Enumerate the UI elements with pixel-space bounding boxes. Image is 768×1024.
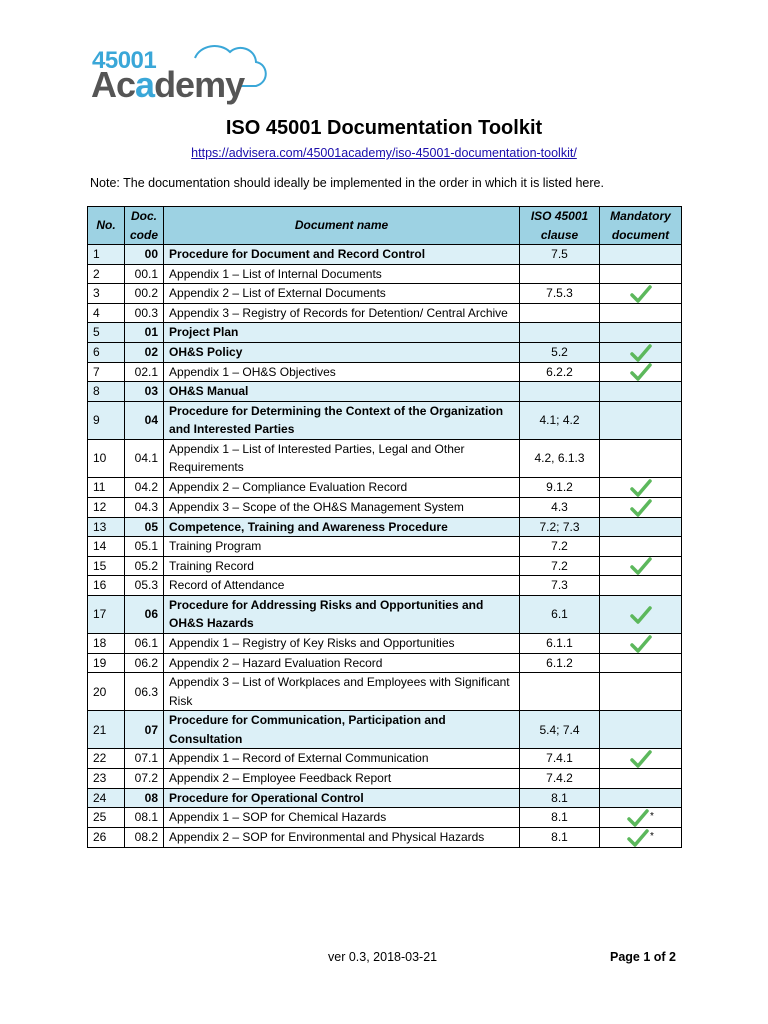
mandatory-cell — [600, 673, 682, 711]
documents-table — [87, 206, 682, 848]
table-header-row — [88, 207, 682, 245]
mandatory-cell — [600, 808, 682, 828]
doc-name: Procedure for Addressing Risks and Opportunities and OH&S Hazards — [164, 595, 520, 633]
mandatory-cell — [600, 303, 682, 323]
mandatory-cell — [600, 749, 682, 769]
table-row — [88, 264, 682, 284]
doc-name: Record of Attendance — [164, 576, 520, 596]
checkmark-icon — [630, 559, 652, 573]
doc-name: Appendix 1 – List of Interested Parties, Legal and Other Requirements — [164, 439, 520, 477]
doc-code: 04 — [125, 401, 164, 439]
table-row — [88, 323, 682, 343]
page-title: ISO 45001 Documentation Toolkit — [225, 117, 543, 139]
table-row — [88, 808, 682, 828]
doc-code: 06.3 — [125, 673, 164, 711]
doc-name: Appendix 2 – Employee Feedback Report — [164, 769, 520, 789]
footer-version: ver 0.3, 2018-03-21 — [328, 950, 438, 964]
checkmark-icon — [630, 345, 652, 359]
table-row — [88, 673, 682, 711]
header-clause: ISO 45001 clause — [520, 207, 600, 245]
row-number: 19 — [88, 653, 125, 673]
table-row — [88, 749, 682, 769]
row-number: 14 — [88, 537, 125, 557]
checkmark-icon — [630, 607, 652, 621]
iso-clause: 7.5.3 — [520, 284, 600, 304]
doc-code: 08.2 — [125, 827, 164, 847]
note-text: Note: The documentation should ideally be implemented in the order in which it is listed here. — [90, 176, 604, 190]
row-number: 2 — [88, 264, 125, 284]
doc-code: 03 — [125, 382, 164, 402]
doc-code: 05.2 — [125, 556, 164, 576]
doc-code: 07.1 — [125, 749, 164, 769]
doc-code: 06.1 — [125, 633, 164, 653]
doc-code: 00 — [125, 245, 164, 265]
row-number: 25 — [88, 808, 125, 828]
doc-name: Appendix 1 – OH&S Objectives — [164, 362, 520, 382]
doc-code: 02.1 — [125, 362, 164, 382]
table-row — [88, 595, 682, 633]
doc-code: 00.2 — [125, 284, 164, 304]
iso-clause — [520, 673, 600, 711]
row-number: 6 — [88, 342, 125, 362]
doc-name: OH&S Policy — [164, 342, 520, 362]
doc-name: Appendix 2 – Compliance Evaluation Record — [164, 477, 520, 497]
mandatory-cell — [600, 711, 682, 749]
row-number: 18 — [88, 633, 125, 653]
checkmark-icon — [630, 480, 652, 494]
iso-clause: 4.1; 4.2 — [520, 401, 600, 439]
checkmark-icon — [627, 830, 649, 844]
row-number: 5 — [88, 323, 125, 343]
checkmark-icon — [630, 365, 652, 379]
iso-clause — [520, 323, 600, 343]
row-number: 12 — [88, 497, 125, 517]
table-row — [88, 537, 682, 557]
table-row — [88, 653, 682, 673]
table-row — [88, 576, 682, 596]
doc-code: 05 — [125, 517, 164, 537]
doc-code: 07.2 — [125, 769, 164, 789]
header-no: No. — [88, 207, 125, 245]
table-row — [88, 769, 682, 789]
doc-name: Appendix 2 – List of External Documents — [164, 284, 520, 304]
doc-name: Procedure for Communication, Participation and Consultation — [164, 711, 520, 749]
row-number: 16 — [88, 576, 125, 596]
toolkit-link[interactable]: https://advisera.com/45001academy/iso-45001-documentation-toolkit/ — [191, 146, 577, 160]
row-number: 26 — [88, 827, 125, 847]
row-number: 13 — [88, 517, 125, 537]
doc-name: Procedure for Document and Record Control — [164, 245, 520, 265]
iso-clause: 6.1 — [520, 595, 600, 633]
doc-code: 05.3 — [125, 576, 164, 596]
row-number: 1 — [88, 245, 125, 265]
doc-code: 04.3 — [125, 497, 164, 517]
mandatory-cell — [600, 653, 682, 673]
header-name: Document name — [164, 207, 520, 245]
row-number: 9 — [88, 401, 125, 439]
mandatory-cell — [600, 788, 682, 808]
iso-clause: 7.2 — [520, 556, 600, 576]
doc-code: 07 — [125, 711, 164, 749]
table-row — [88, 497, 682, 517]
row-number: 4 — [88, 303, 125, 323]
row-number: 20 — [88, 673, 125, 711]
doc-code: 06 — [125, 595, 164, 633]
iso-clause: 6.1.2 — [520, 653, 600, 673]
doc-code: 06.2 — [125, 653, 164, 673]
footnote-asterisk: * — [650, 811, 654, 823]
table-row — [88, 633, 682, 653]
iso-clause: 7.4.1 — [520, 749, 600, 769]
mandatory-cell — [600, 401, 682, 439]
iso-clause — [520, 303, 600, 323]
table-row — [88, 382, 682, 402]
table-row — [88, 827, 682, 847]
doc-name: Appendix 1 – SOP for Chemical Hazards — [164, 808, 520, 828]
doc-code: 08 — [125, 788, 164, 808]
doc-code: 00.1 — [125, 264, 164, 284]
mandatory-cell — [600, 284, 682, 304]
iso-clause: 4.3 — [520, 497, 600, 517]
table-row — [88, 303, 682, 323]
row-number: 22 — [88, 749, 125, 769]
footnote-asterisk: * — [650, 830, 654, 842]
header-mandatory: Mandatory document — [600, 207, 682, 245]
doc-name: Appendix 1 – Record of External Communication — [164, 749, 520, 769]
table-row — [88, 284, 682, 304]
mandatory-cell — [600, 633, 682, 653]
doc-code: 02 — [125, 342, 164, 362]
doc-name: Appendix 3 – Registry of Records for Detention/ Central Archive — [164, 303, 520, 323]
mandatory-cell — [600, 497, 682, 517]
mandatory-cell — [600, 595, 682, 633]
logo-word: Academy — [91, 64, 245, 105]
iso-clause: 6.1.1 — [520, 633, 600, 653]
table-row — [88, 342, 682, 362]
iso-clause: 7.3 — [520, 576, 600, 596]
doc-name: Appendix 1 – List of Internal Documents — [164, 264, 520, 284]
table-row — [88, 711, 682, 749]
iso-clause: 7.4.2 — [520, 769, 600, 789]
mandatory-cell — [600, 245, 682, 265]
doc-name: Training Program — [164, 537, 520, 557]
mandatory-cell — [600, 576, 682, 596]
checkmark-icon — [630, 500, 652, 514]
iso-clause — [520, 264, 600, 284]
mandatory-cell — [600, 362, 682, 382]
mandatory-cell — [600, 769, 682, 789]
row-number: 21 — [88, 711, 125, 749]
mandatory-cell — [600, 439, 682, 477]
iso-clause: 9.1.2 — [520, 477, 600, 497]
mandatory-cell — [600, 827, 682, 847]
row-number: 8 — [88, 382, 125, 402]
iso-clause: 6.2.2 — [520, 362, 600, 382]
header-code: Doc. code — [125, 207, 164, 245]
mandatory-cell — [600, 342, 682, 362]
table-row — [88, 788, 682, 808]
row-number: 7 — [88, 362, 125, 382]
doc-name: Training Record — [164, 556, 520, 576]
footer-page-number: Page 1 of 2 — [610, 950, 676, 964]
logo — [90, 40, 270, 104]
checkmark-icon — [630, 751, 652, 765]
doc-name: Procedure for Operational Control — [164, 788, 520, 808]
iso-clause: 4.2, 6.1.3 — [520, 439, 600, 477]
row-number: 24 — [88, 788, 125, 808]
doc-name: Appendix 2 – Hazard Evaluation Record — [164, 653, 520, 673]
doc-code: 08.1 — [125, 808, 164, 828]
checkmark-icon — [627, 810, 649, 824]
iso-clause: 8.1 — [520, 788, 600, 808]
table-row — [88, 362, 682, 382]
row-number: 17 — [88, 595, 125, 633]
doc-name: Appendix 2 – SOP for Environmental and Physical Hazards — [164, 827, 520, 847]
iso-clause: 7.2 — [520, 537, 600, 557]
table-row — [88, 439, 682, 477]
doc-code: 00.3 — [125, 303, 164, 323]
doc-code: 05.1 — [125, 537, 164, 557]
doc-name: OH&S Manual — [164, 382, 520, 402]
iso-clause: 8.1 — [520, 827, 600, 847]
doc-name: Appendix 1 – Registry of Key Risks and Opportunities — [164, 633, 520, 653]
iso-clause: 8.1 — [520, 808, 600, 828]
table-row — [88, 245, 682, 265]
row-number: 15 — [88, 556, 125, 576]
doc-name: Competence, Training and Awareness Procedure — [164, 517, 520, 537]
iso-clause — [520, 382, 600, 402]
doc-code: 04.1 — [125, 439, 164, 477]
row-number: 3 — [88, 284, 125, 304]
row-number: 10 — [88, 439, 125, 477]
row-number: 11 — [88, 477, 125, 497]
iso-clause: 5.2 — [520, 342, 600, 362]
doc-name: Appendix 3 – List of Workplaces and Employees with Significant Risk — [164, 673, 520, 711]
iso-clause: 7.2; 7.3 — [520, 517, 600, 537]
doc-name: Project Plan — [164, 323, 520, 343]
table-row — [88, 556, 682, 576]
table-row — [88, 401, 682, 439]
mandatory-cell — [600, 382, 682, 402]
mandatory-cell — [600, 517, 682, 537]
logo-number: 45001 — [92, 47, 157, 74]
table-row — [88, 477, 682, 497]
table-row — [88, 517, 682, 537]
checkmark-icon — [630, 636, 652, 650]
mandatory-cell — [600, 537, 682, 557]
mandatory-cell — [600, 477, 682, 497]
row-number: 23 — [88, 769, 125, 789]
iso-clause: 5.4; 7.4 — [520, 711, 600, 749]
doc-code: 04.2 — [125, 477, 164, 497]
doc-name: Procedure for Determining the Context of the Organization and Interested Parties — [164, 401, 520, 439]
mandatory-cell — [600, 264, 682, 284]
doc-code: 01 — [125, 323, 164, 343]
mandatory-cell — [600, 323, 682, 343]
mandatory-cell — [600, 556, 682, 576]
doc-name: Appendix 3 – Scope of the OH&S Management System — [164, 497, 520, 517]
iso-clause: 7.5 — [520, 245, 600, 265]
checkmark-icon — [630, 286, 652, 300]
